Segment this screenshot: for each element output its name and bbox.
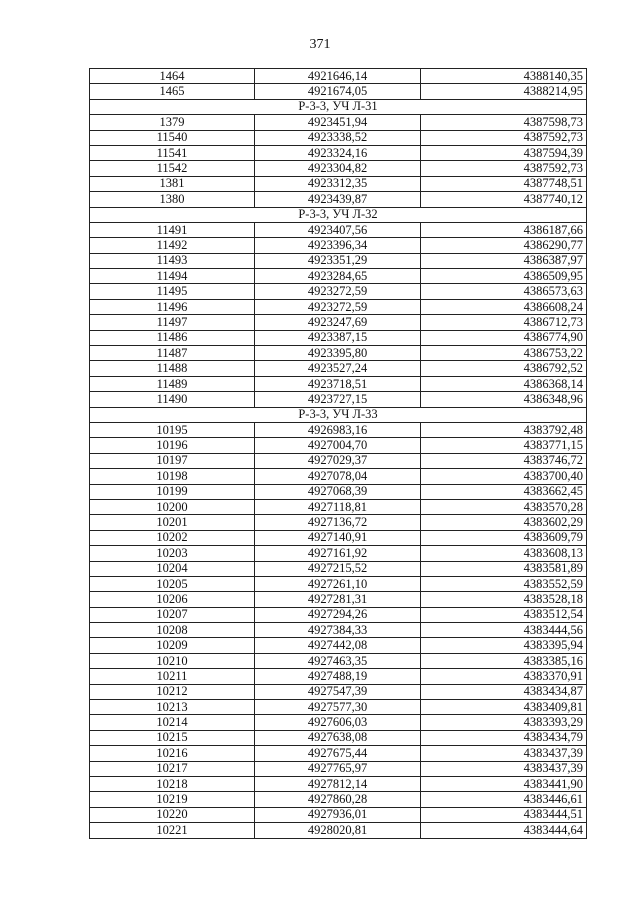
point-id-cell: 10202 [90, 530, 255, 545]
x-coordinate-cell: 4927161,92 [255, 546, 421, 561]
x-coordinate-cell: 4927675,44 [255, 746, 421, 761]
point-id-cell: 11496 [90, 299, 255, 314]
table-row [90, 546, 587, 561]
x-coordinate-cell: 4927442,08 [255, 638, 421, 653]
table-row [90, 715, 587, 730]
table-row [90, 730, 587, 745]
x-coordinate-cell: 4927936,01 [255, 807, 421, 822]
point-id-cell: 1465 [90, 84, 255, 99]
y-coordinate-cell: 4386753,22 [421, 346, 587, 361]
x-coordinate-cell: 4923351,29 [255, 253, 421, 268]
table-row [90, 776, 587, 791]
section-title: Р-3-3, УЧ Л-32 [90, 207, 587, 222]
y-coordinate-cell: 4383441,90 [421, 776, 587, 791]
table-row [90, 530, 587, 545]
x-coordinate-cell: 4927136,72 [255, 515, 421, 530]
y-coordinate-cell: 4383446,61 [421, 792, 587, 807]
y-coordinate-cell: 4383444,51 [421, 807, 587, 822]
table-row [90, 499, 587, 514]
x-coordinate-cell: 4923407,56 [255, 222, 421, 237]
x-coordinate-cell: 4927281,31 [255, 592, 421, 607]
section-header-row [90, 99, 587, 114]
y-coordinate-cell: 4383444,56 [421, 623, 587, 638]
x-coordinate-cell: 4923387,15 [255, 330, 421, 345]
y-coordinate-cell: 4386774,90 [421, 330, 587, 345]
y-coordinate-cell: 4383444,64 [421, 823, 587, 838]
y-coordinate-cell: 4383434,87 [421, 684, 587, 699]
y-coordinate-cell: 4383528,18 [421, 592, 587, 607]
point-id-cell: 10199 [90, 484, 255, 499]
point-id-cell: 11491 [90, 222, 255, 237]
point-id-cell: 10220 [90, 807, 255, 822]
point-id-cell: 10213 [90, 700, 255, 715]
point-id-cell: 10212 [90, 684, 255, 699]
point-id-cell: 11497 [90, 315, 255, 330]
y-coordinate-cell: 4383570,28 [421, 499, 587, 514]
x-coordinate-cell: 4927068,39 [255, 484, 421, 499]
y-coordinate-cell: 4386573,63 [421, 284, 587, 299]
table-row [90, 684, 587, 699]
point-id-cell: 10204 [90, 561, 255, 576]
table-row [90, 392, 587, 407]
table-row [90, 422, 587, 437]
point-id-cell: 10208 [90, 623, 255, 638]
table-row [90, 84, 587, 99]
x-coordinate-cell: 4927294,26 [255, 607, 421, 622]
x-coordinate-cell: 4927547,39 [255, 684, 421, 699]
point-id-cell: 10207 [90, 607, 255, 622]
x-coordinate-cell: 4923718,51 [255, 376, 421, 391]
table-row [90, 299, 587, 314]
point-id-cell: 11486 [90, 330, 255, 345]
table-row [90, 653, 587, 668]
point-id-cell: 10216 [90, 746, 255, 761]
table-row [90, 346, 587, 361]
y-coordinate-cell: 4387740,12 [421, 192, 587, 207]
table-row [90, 823, 587, 838]
table-row [90, 192, 587, 207]
page-number: 371 [309, 37, 331, 52]
y-coordinate-cell: 4387592,73 [421, 130, 587, 145]
y-coordinate-cell: 4383581,89 [421, 561, 587, 576]
x-coordinate-cell: 4926983,16 [255, 422, 421, 437]
table-row [90, 330, 587, 345]
table-row [90, 761, 587, 776]
table-row [90, 807, 587, 822]
point-id-cell: 1379 [90, 115, 255, 130]
point-id-cell: 10196 [90, 438, 255, 453]
x-coordinate-cell: 4923439,87 [255, 192, 421, 207]
point-id-cell: 11488 [90, 361, 255, 376]
point-id-cell: 11495 [90, 284, 255, 299]
table-row [90, 315, 587, 330]
point-id-cell: 10217 [90, 761, 255, 776]
table-row [90, 69, 587, 84]
point-id-cell: 10198 [90, 469, 255, 484]
table-row [90, 576, 587, 591]
coordinates-table [89, 68, 587, 839]
x-coordinate-cell: 4923272,59 [255, 284, 421, 299]
table-row [90, 438, 587, 453]
table-row [90, 376, 587, 391]
point-id-cell: 10219 [90, 792, 255, 807]
table-row [90, 161, 587, 176]
table-row [90, 222, 587, 237]
point-id-cell: 10201 [90, 515, 255, 530]
point-id-cell: 10221 [90, 823, 255, 838]
point-id-cell: 11490 [90, 392, 255, 407]
point-id-cell: 10205 [90, 576, 255, 591]
y-coordinate-cell: 4386608,24 [421, 299, 587, 314]
point-id-cell: 10195 [90, 422, 255, 437]
section-header-row [90, 207, 587, 222]
y-coordinate-cell: 4386509,95 [421, 269, 587, 284]
x-coordinate-cell: 4927215,52 [255, 561, 421, 576]
point-id-cell: 10209 [90, 638, 255, 653]
point-id-cell: 11540 [90, 130, 255, 145]
point-id-cell: 11493 [90, 253, 255, 268]
y-coordinate-cell: 4383602,29 [421, 515, 587, 530]
y-coordinate-cell: 4388214,95 [421, 84, 587, 99]
y-coordinate-cell: 4383385,16 [421, 653, 587, 668]
x-coordinate-cell: 4927488,19 [255, 669, 421, 684]
y-coordinate-cell: 4383393,29 [421, 715, 587, 730]
x-coordinate-cell: 4923396,34 [255, 238, 421, 253]
point-id-cell: 10211 [90, 669, 255, 684]
x-coordinate-cell: 4927118,81 [255, 499, 421, 514]
x-coordinate-cell: 4923527,24 [255, 361, 421, 376]
y-coordinate-cell: 4387592,73 [421, 161, 587, 176]
x-coordinate-cell: 4927860,28 [255, 792, 421, 807]
y-coordinate-cell: 4386187,66 [421, 222, 587, 237]
y-coordinate-cell: 4388140,35 [421, 69, 587, 84]
point-id-cell: 10200 [90, 499, 255, 514]
point-id-cell: 10215 [90, 730, 255, 745]
x-coordinate-cell: 4927261,10 [255, 576, 421, 591]
x-coordinate-cell: 4923727,15 [255, 392, 421, 407]
y-coordinate-cell: 4383395,94 [421, 638, 587, 653]
section-header-row [90, 407, 587, 422]
y-coordinate-cell: 4383609,79 [421, 530, 587, 545]
point-id-cell: 11541 [90, 145, 255, 160]
y-coordinate-cell: 4383434,79 [421, 730, 587, 745]
y-coordinate-cell: 4383552,59 [421, 576, 587, 591]
x-coordinate-cell: 4923247,69 [255, 315, 421, 330]
table-row [90, 623, 587, 638]
x-coordinate-cell: 4921674,05 [255, 84, 421, 99]
coordinates-table-body [90, 69, 587, 839]
section-title: Р-3-3, УЧ Л-33 [90, 407, 587, 422]
x-coordinate-cell: 4927004,70 [255, 438, 421, 453]
point-id-cell: 10210 [90, 653, 255, 668]
table-row [90, 145, 587, 160]
point-id-cell: 11542 [90, 161, 255, 176]
point-id-cell: 11494 [90, 269, 255, 284]
x-coordinate-cell: 4927765,97 [255, 761, 421, 776]
table-row [90, 792, 587, 807]
table-row [90, 484, 587, 499]
y-coordinate-cell: 4383437,39 [421, 761, 587, 776]
y-coordinate-cell: 4386792,52 [421, 361, 587, 376]
y-coordinate-cell: 4383370,91 [421, 669, 587, 684]
y-coordinate-cell: 4386348,96 [421, 392, 587, 407]
x-coordinate-cell: 4923284,65 [255, 269, 421, 284]
x-coordinate-cell: 4927638,08 [255, 730, 421, 745]
x-coordinate-cell: 4927577,30 [255, 700, 421, 715]
point-id-cell: 10218 [90, 776, 255, 791]
x-coordinate-cell: 4927078,04 [255, 469, 421, 484]
y-coordinate-cell: 4386368,14 [421, 376, 587, 391]
x-coordinate-cell: 4923312,35 [255, 176, 421, 191]
x-coordinate-cell: 4927384,33 [255, 623, 421, 638]
table-row [90, 746, 587, 761]
x-coordinate-cell: 4921646,14 [255, 69, 421, 84]
point-id-cell: 10214 [90, 715, 255, 730]
table-row [90, 361, 587, 376]
y-coordinate-cell: 4386387,97 [421, 253, 587, 268]
y-coordinate-cell: 4386290,77 [421, 238, 587, 253]
x-coordinate-cell: 4927140,91 [255, 530, 421, 545]
point-id-cell: 11492 [90, 238, 255, 253]
x-coordinate-cell: 4923272,59 [255, 299, 421, 314]
table-row [90, 176, 587, 191]
table-row [90, 130, 587, 145]
x-coordinate-cell: 4927029,37 [255, 453, 421, 468]
table-row [90, 238, 587, 253]
y-coordinate-cell: 4383608,13 [421, 546, 587, 561]
y-coordinate-cell: 4387594,39 [421, 145, 587, 160]
y-coordinate-cell: 4386712,73 [421, 315, 587, 330]
point-id-cell: 1381 [90, 176, 255, 191]
table-row [90, 607, 587, 622]
point-id-cell: 10197 [90, 453, 255, 468]
x-coordinate-cell: 4928020,81 [255, 823, 421, 838]
y-coordinate-cell: 4383437,39 [421, 746, 587, 761]
x-coordinate-cell: 4923451,94 [255, 115, 421, 130]
x-coordinate-cell: 4923395,80 [255, 346, 421, 361]
point-id-cell: 11489 [90, 376, 255, 391]
point-id-cell: 10206 [90, 592, 255, 607]
x-coordinate-cell: 4923304,82 [255, 161, 421, 176]
y-coordinate-cell: 4383792,48 [421, 422, 587, 437]
x-coordinate-cell: 4927606,03 [255, 715, 421, 730]
y-coordinate-cell: 4383662,45 [421, 484, 587, 499]
point-id-cell: 1380 [90, 192, 255, 207]
x-coordinate-cell: 4923324,16 [255, 145, 421, 160]
table-row [90, 469, 587, 484]
y-coordinate-cell: 4383771,15 [421, 438, 587, 453]
y-coordinate-cell: 4387748,51 [421, 176, 587, 191]
x-coordinate-cell: 4927812,14 [255, 776, 421, 791]
x-coordinate-cell: 4927463,35 [255, 653, 421, 668]
table-row [90, 253, 587, 268]
table-row [90, 638, 587, 653]
x-coordinate-cell: 4923338,52 [255, 130, 421, 145]
table-row [90, 453, 587, 468]
y-coordinate-cell: 4383512,54 [421, 607, 587, 622]
point-id-cell: 10203 [90, 546, 255, 561]
y-coordinate-cell: 4383409,81 [421, 700, 587, 715]
section-title: Р-3-3, УЧ Л-31 [90, 99, 587, 114]
table-row [90, 700, 587, 715]
table-row [90, 269, 587, 284]
point-id-cell: 11487 [90, 346, 255, 361]
table-row [90, 284, 587, 299]
table-row [90, 515, 587, 530]
point-id-cell: 1464 [90, 69, 255, 84]
table-row [90, 592, 587, 607]
y-coordinate-cell: 4387598,73 [421, 115, 587, 130]
table-row [90, 561, 587, 576]
table-row [90, 669, 587, 684]
y-coordinate-cell: 4383746,72 [421, 453, 587, 468]
table-row [90, 115, 587, 130]
y-coordinate-cell: 4383700,40 [421, 469, 587, 484]
